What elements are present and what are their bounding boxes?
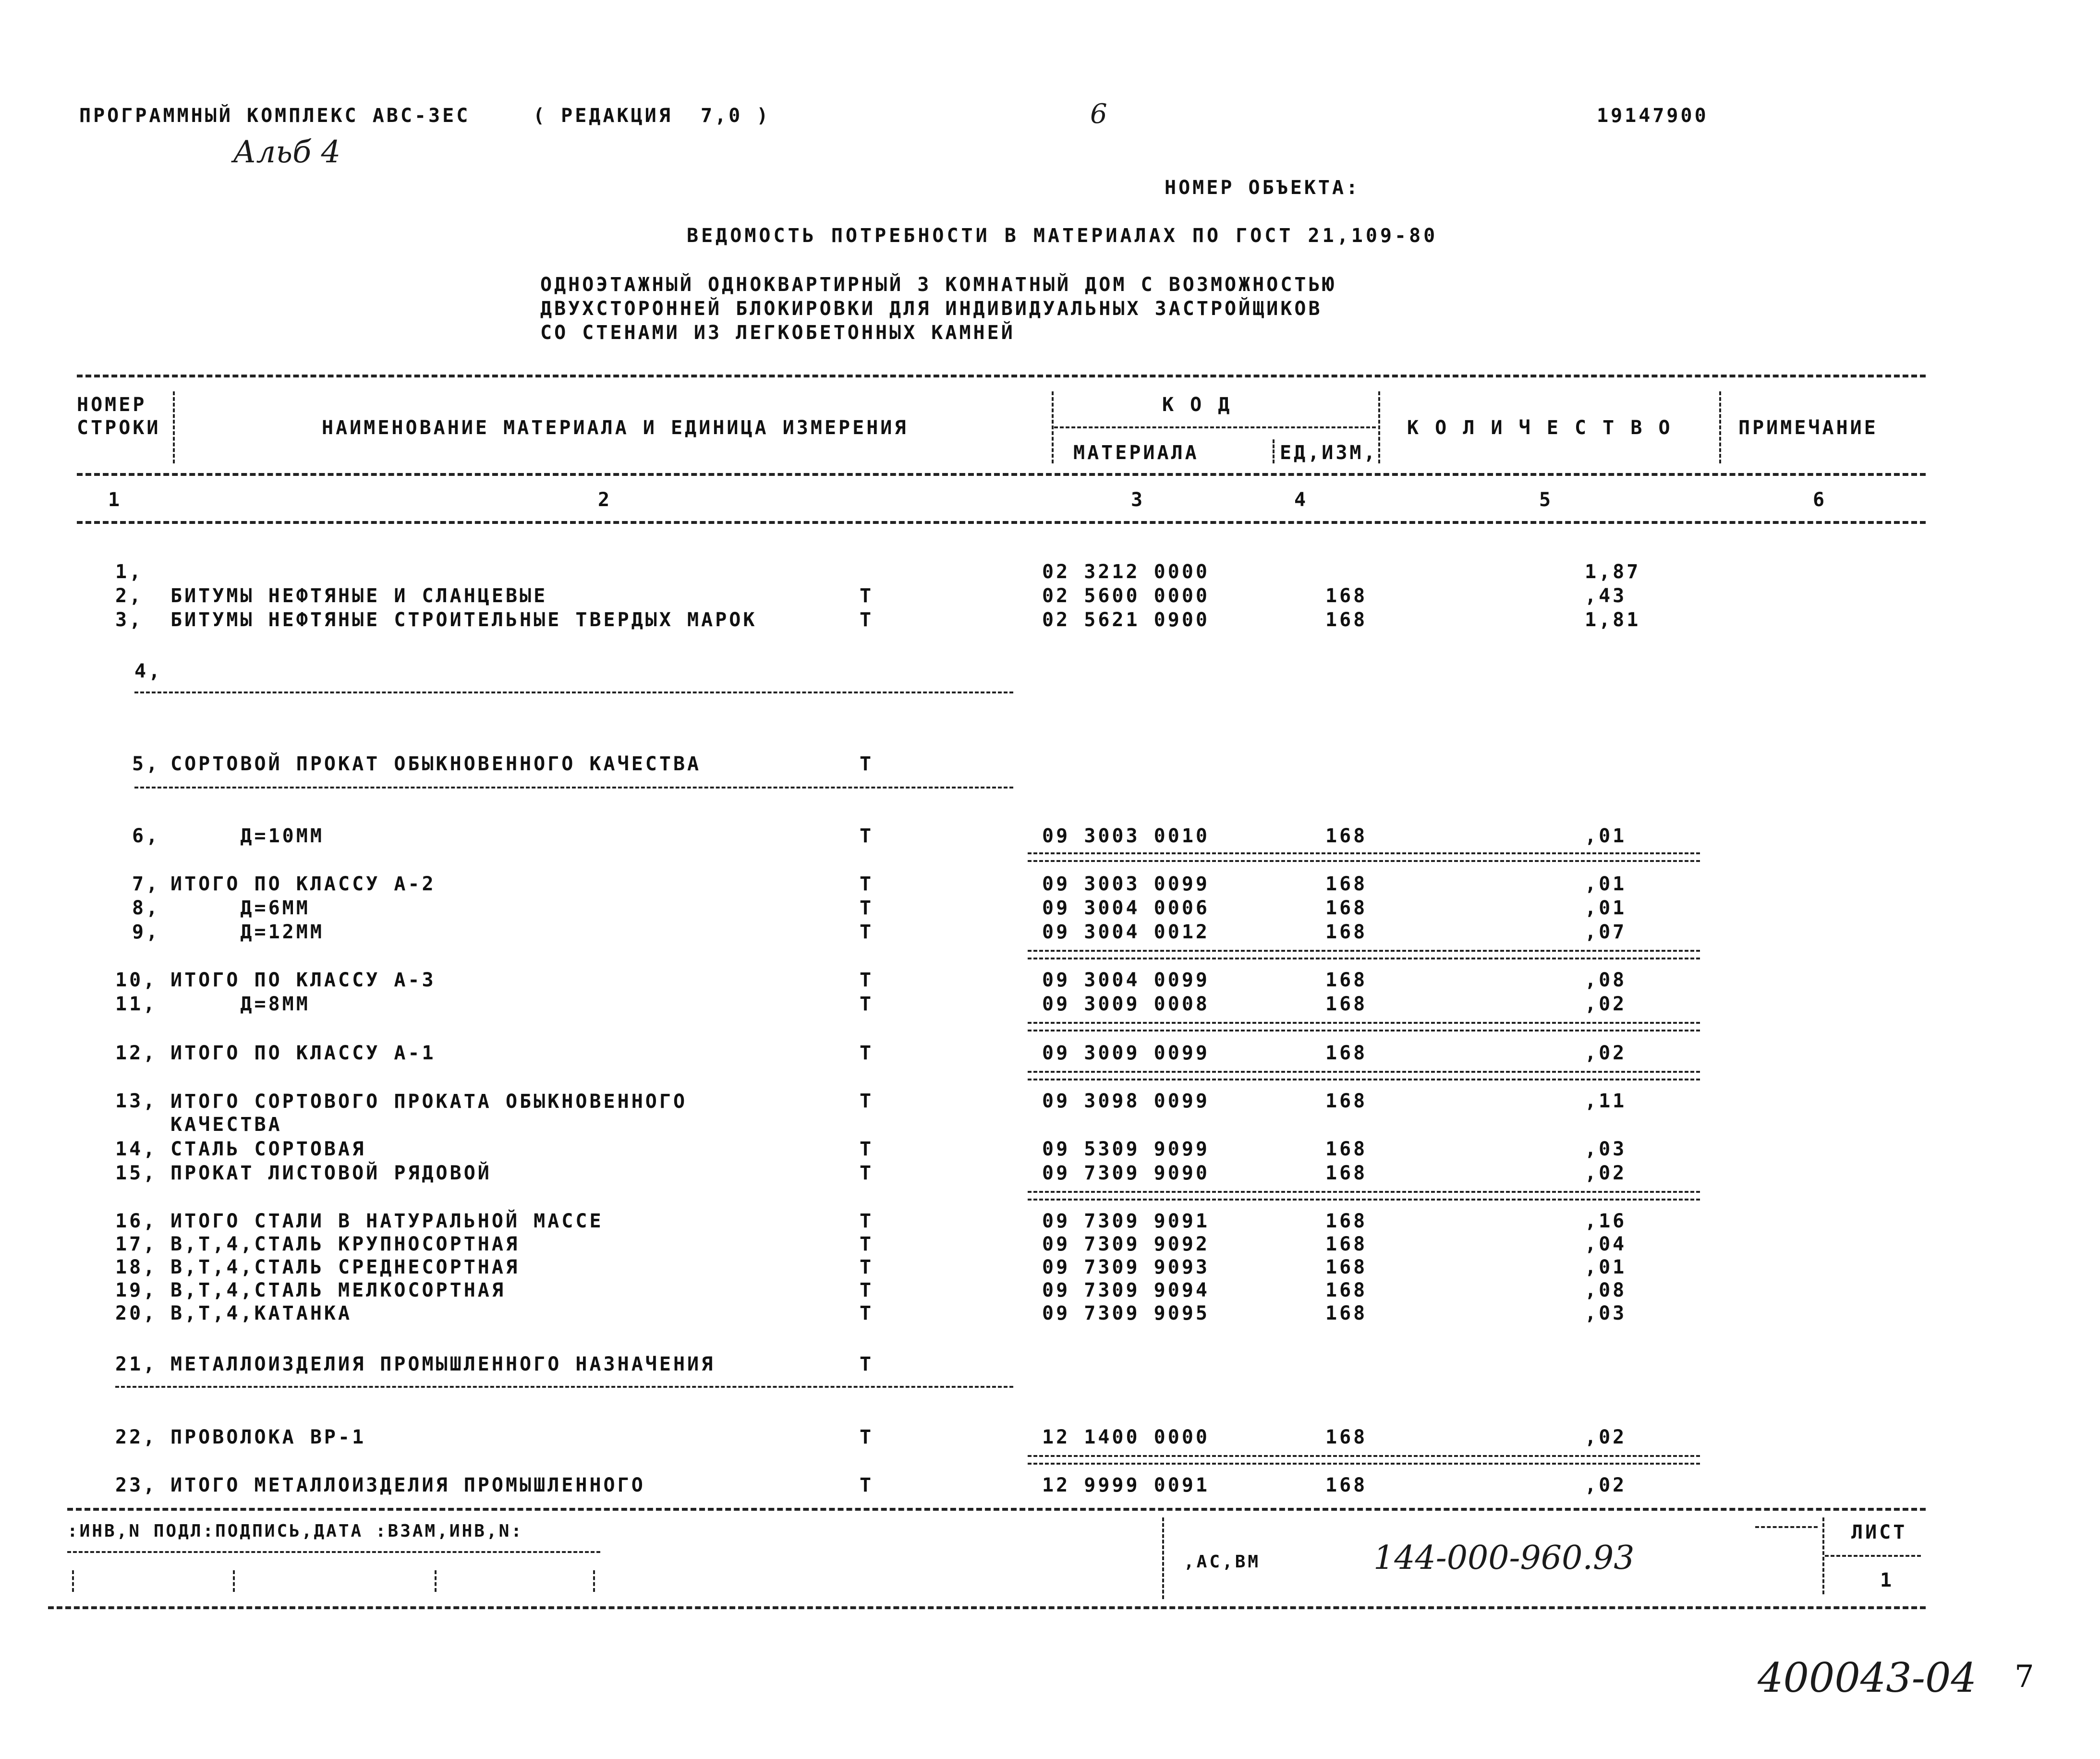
row-number: 22, — [115, 1426, 158, 1448]
row-unit: Т — [860, 753, 874, 775]
header-kod-divider — [1054, 426, 1376, 428]
row-unit: Т — [860, 1279, 874, 1301]
row-number: 8, — [132, 897, 160, 919]
row-quantity: ,16 — [1585, 1210, 1627, 1232]
row-quantity: ,11 — [1585, 1090, 1627, 1112]
row-unit-code: 168 — [1325, 969, 1368, 991]
row-code: 09 7309 9093 — [1042, 1256, 1210, 1278]
col-number-2: 2 — [598, 489, 612, 511]
row-unit-code: 168 — [1325, 1042, 1368, 1064]
row-number: 3, — [115, 609, 144, 631]
stamp-sheet-border — [1822, 1517, 1824, 1594]
table-top-rule — [77, 375, 1926, 377]
row-quantity: ,02 — [1585, 1162, 1627, 1184]
section-rule — [134, 691, 1013, 693]
row-material-name: ИТОГО ПО КЛАССУ А-2 — [170, 873, 436, 895]
row-unit-code: 168 — [1325, 1256, 1368, 1278]
table-row — [0, 585, 2100, 609]
row-material-name: Д=8ММ — [170, 993, 310, 1015]
row-code: 09 5309 9099 — [1042, 1138, 1210, 1160]
row-unit-code: 168 — [1325, 1210, 1368, 1232]
row-quantity: ,07 — [1585, 921, 1627, 943]
row-number: 12, — [115, 1042, 158, 1064]
row-material-name: БИТУМЫ НЕФТЯНЫЕ И СЛАНЦЕВЫЕ — [170, 585, 548, 607]
row-unit-code: 168 — [1325, 825, 1368, 847]
row-material-name: ИТОГО ПО КЛАССУ А-3 — [170, 969, 436, 991]
row-quantity: ,02 — [1585, 1042, 1627, 1064]
row-quantity: ,01 — [1585, 873, 1627, 895]
subtotal-separator — [1028, 852, 1700, 862]
page-number: 7 — [2015, 1659, 2034, 1695]
row-unit: Т — [860, 969, 874, 991]
row-quantity: ,03 — [1585, 1302, 1627, 1324]
row-material-name: ИТОГО МЕТАЛЛОИЗДЕЛИЯ ПРОМЫШЛЕННОГО — [170, 1474, 645, 1496]
row-material-name: В,Т,4,СТАЛЬ СРЕДНЕСОРТНАЯ — [170, 1256, 520, 1278]
row-unit-code: 168 — [1325, 921, 1368, 943]
table-row — [0, 1090, 2100, 1138]
stamp-sheet-label: ЛИСТ — [1851, 1521, 1907, 1543]
table-row — [0, 1279, 2100, 1303]
table-row — [0, 561, 2100, 585]
table-row — [0, 1042, 2100, 1066]
row-quantity: ,08 — [1585, 969, 1627, 991]
row-unit: Т — [860, 1090, 874, 1112]
row-number: 17, — [115, 1233, 158, 1255]
row-code: 09 7309 9090 — [1042, 1162, 1210, 1184]
stamp-top-rule — [67, 1508, 1926, 1511]
header-row-number-2: СТРОКИ — [77, 417, 161, 439]
row-unit: Т — [860, 897, 874, 919]
stamp-bottom-rule — [48, 1606, 1926, 1609]
row-unit: Т — [860, 1474, 874, 1496]
table-row — [0, 660, 2100, 684]
row-unit-code: 168 — [1325, 609, 1368, 631]
stamp-cell-divider — [72, 1570, 74, 1592]
row-material-name: В,Т,4,КАТАНКА — [170, 1302, 352, 1324]
row-number: 1, — [115, 561, 144, 583]
row-code: 09 7309 9095 — [1042, 1302, 1210, 1324]
row-number: 16, — [115, 1210, 158, 1232]
header-material-name: НАИМЕНОВАНИЕ МАТЕРИАЛА И ЕДИНИЦА ИЗМЕРЕНИЯ — [322, 417, 909, 439]
stamp-sheet-divider — [1825, 1555, 1921, 1557]
row-unit-code: 168 — [1325, 1138, 1368, 1160]
row-code: 09 3003 0010 — [1042, 825, 1210, 847]
stamp-cell-divider — [435, 1570, 437, 1592]
header-kod-material: МАТЕРИАЛА — [1073, 442, 1199, 464]
row-number: 11, — [115, 993, 158, 1015]
header-kod-unit: ЕД,ИЗМ, — [1280, 442, 1378, 464]
row-unit: Т — [860, 1138, 874, 1160]
row-quantity: ,01 — [1585, 897, 1627, 919]
table-row — [0, 1353, 2100, 1377]
document-title: ВЕДОМОСТЬ ПОТРЕБНОСТИ В МАТЕРИАЛАХ ПО ГОСТ 21,109-80 — [687, 225, 1438, 247]
handwritten-page-number: 6 — [1090, 98, 1107, 130]
header-note: ПРИМЕЧАНИЕ — [1738, 417, 1878, 439]
row-code: 09 3004 0099 — [1042, 969, 1210, 991]
subtotal-separator — [1028, 1191, 1700, 1201]
row-quantity: 1,81 — [1585, 609, 1641, 631]
object-number-label: НОМЕР ОБЪЕКТА: — [1165, 177, 1360, 199]
row-unit: Т — [860, 1233, 874, 1255]
edition-label: ( РЕДАКЦИЯ 7,0 ) — [533, 105, 771, 127]
row-material-name: ИТОГО ПО КЛАССУ А-1 — [170, 1042, 436, 1064]
header-quantity: К О Л И Ч Е С Т В О — [1407, 417, 1673, 439]
row-code: 12 1400 0000 — [1042, 1426, 1210, 1448]
row-unit: Т — [860, 1353, 874, 1375]
row-unit-code: 168 — [1325, 1162, 1368, 1184]
row-material-name: В,Т,4,СТАЛЬ МЕЛКОСОРТНАЯ — [170, 1279, 506, 1301]
col-number-3: 3 — [1131, 489, 1145, 511]
row-material-name: Д=12ММ — [170, 921, 324, 943]
stamp-left-headers: :ИНВ,N ПОДЛ:ПОДПИСЬ,ДАТА :ВЗАМ,ИНВ,N: — [67, 1521, 523, 1541]
row-code: 09 3004 0006 — [1042, 897, 1210, 919]
row-number: 2, — [115, 585, 144, 607]
table-row — [0, 1162, 2100, 1186]
row-code: 02 5621 0900 — [1042, 609, 1210, 631]
row-unit-code: 168 — [1325, 993, 1368, 1015]
table-row — [0, 921, 2100, 945]
row-material-name: ПРОВОЛОКА ВР-1 — [170, 1426, 366, 1448]
row-code: 09 7309 9094 — [1042, 1279, 1210, 1301]
row-number: 13, — [115, 1090, 158, 1112]
row-unit-code: 168 — [1325, 1426, 1368, 1448]
header-row-number-1: НОМЕР — [77, 394, 147, 416]
header-kod: К О Д — [1162, 394, 1232, 416]
row-unit-code: 168 — [1325, 1474, 1368, 1496]
stamp-center-divider — [1162, 1517, 1164, 1599]
row-unit-code: 168 — [1325, 1302, 1368, 1324]
row-code: 09 3004 0012 — [1042, 921, 1210, 943]
subtotal-separator — [1028, 1071, 1700, 1080]
row-number: 19, — [115, 1279, 158, 1301]
row-quantity: 1,87 — [1585, 561, 1641, 583]
subtotal-separator — [1028, 1022, 1700, 1031]
row-unit: Т — [860, 873, 874, 895]
section-rule — [134, 787, 1013, 789]
table-row — [0, 1138, 2100, 1162]
row-unit: Т — [860, 921, 874, 943]
row-code: 09 7309 9091 — [1042, 1210, 1210, 1232]
col-number-1: 1 — [108, 489, 122, 511]
subtotal-separator — [1028, 950, 1700, 959]
table-row — [0, 1256, 2100, 1280]
col-number-5: 5 — [1539, 489, 1554, 511]
row-number: 14, — [115, 1138, 158, 1160]
table-row — [0, 969, 2100, 993]
row-code: 09 3009 0099 — [1042, 1042, 1210, 1064]
row-unit-code: 168 — [1325, 1090, 1368, 1112]
row-unit: Т — [860, 1426, 874, 1448]
row-unit: Т — [860, 1042, 874, 1064]
row-number: 4, — [134, 660, 163, 682]
table-row — [0, 873, 2100, 897]
row-number: 21, — [115, 1353, 158, 1375]
stamp-cell-divider — [233, 1570, 235, 1592]
header-divider-4 — [1378, 391, 1380, 463]
table-row — [0, 609, 2100, 633]
row-material-name: ИТОГО СТАЛИ В НАТУРАЛЬНОЙ МАССЕ — [170, 1210, 604, 1232]
table-row — [0, 1426, 2100, 1450]
row-unit-code: 168 — [1325, 1233, 1368, 1255]
row-number: 7, — [132, 873, 160, 895]
row-material-name: Д=10ММ — [170, 825, 324, 847]
row-material-name: ПРОКАТ ЛИСТОВОЙ РЯДОВОЙ — [170, 1162, 492, 1184]
table-row — [0, 825, 2100, 849]
row-material-name: В,Т,4,СТАЛЬ КРУПНОСОРТНАЯ — [170, 1233, 520, 1255]
row-unit: Т — [860, 1302, 874, 1324]
row-material-name: СОРТОВОЙ ПРОКАТ ОБЫКНОВЕННОГО КАЧЕСТВА — [170, 753, 702, 775]
header-divider-3 — [1273, 439, 1275, 463]
row-material-name: ИТОГО СОРТОВОГО ПРОКАТА ОБЫКНОВЕННОГО КАЧЕСТВА — [170, 1091, 688, 1136]
table-row — [0, 1302, 2100, 1326]
row-unit: Т — [860, 585, 874, 607]
col-number-4: 4 — [1294, 489, 1309, 511]
subtitle-line-3: СО СТЕНАМИ ИЗ ЛЕГКОБЕТОННЫХ КАМНЕЙ — [540, 322, 1015, 344]
row-code: 02 3212 0000 — [1042, 561, 1210, 583]
handwritten-archive-code: 400043-04 — [1758, 1654, 1977, 1701]
row-number: 9, — [132, 921, 160, 943]
stamp-cell-divider — [593, 1570, 595, 1592]
row-quantity: ,43 — [1585, 585, 1627, 607]
row-quantity: ,02 — [1585, 1426, 1627, 1448]
row-quantity: ,01 — [1585, 825, 1627, 847]
row-number: 18, — [115, 1256, 158, 1278]
header-divider-5 — [1719, 391, 1721, 463]
row-code: 09 3003 0099 — [1042, 873, 1210, 895]
section-rule — [115, 1386, 1013, 1388]
handwritten-album-note: Альб 4 — [233, 134, 341, 170]
stamp-sheet-number: 1 — [1880, 1569, 1894, 1591]
table-row — [0, 1233, 2100, 1257]
col-number-6: 6 — [1813, 489, 1827, 511]
row-quantity: ,04 — [1585, 1233, 1627, 1255]
row-number: 6, — [132, 825, 160, 847]
row-unit-code: 168 — [1325, 873, 1368, 895]
row-code: 09 7309 9092 — [1042, 1233, 1210, 1255]
table-row — [0, 897, 2100, 921]
row-quantity: ,01 — [1585, 1256, 1627, 1278]
stamp-sheet-rule — [1755, 1526, 1818, 1528]
row-quantity: ,08 — [1585, 1279, 1627, 1301]
row-material-name: МЕТАЛЛОИЗДЕЛИЯ ПРОМЫШЛЕННОГО НАЗНАЧЕНИЯ — [170, 1353, 716, 1375]
row-unit: Т — [860, 1256, 874, 1278]
row-unit: Т — [860, 825, 874, 847]
row-material-name: БИТУМЫ НЕФТЯНЫЕ СТРОИТЕЛЬНЫЕ ТВЕРДЫХ МАРОК — [170, 609, 757, 631]
row-unit: Т — [860, 1162, 874, 1184]
row-unit-code: 168 — [1325, 1279, 1368, 1301]
program-name: ПРОГРАММНЫЙ КОМПЛЕКС АВС-3ЕС — [79, 105, 471, 127]
stamp-doc-type: ,АС,ВМ — [1184, 1552, 1261, 1572]
table-row — [0, 1210, 2100, 1234]
row-number: 15, — [115, 1162, 158, 1184]
row-unit: Т — [860, 609, 874, 631]
row-unit: Т — [860, 993, 874, 1015]
row-quantity: ,03 — [1585, 1138, 1627, 1160]
row-quantity: ,02 — [1585, 1474, 1627, 1496]
document-code: 19147900 — [1597, 105, 1709, 127]
row-number: 5, — [132, 753, 160, 775]
row-unit-code: 168 — [1325, 897, 1368, 919]
header-divider-2 — [1052, 391, 1054, 463]
row-code: 09 3098 0099 — [1042, 1090, 1210, 1112]
table-row — [0, 1474, 2100, 1498]
table-row — [0, 753, 2100, 777]
row-code: 12 9999 0091 — [1042, 1474, 1210, 1496]
row-code: 02 5600 0000 — [1042, 585, 1210, 607]
row-unit: Т — [860, 1210, 874, 1232]
subtitle-line-1: ОДНОЭТАЖНЫЙ ОДНОКВАРТИРНЫЙ 3 КОМНАТНЫЙ ДОМ С ВОЗМОЖНОСТЬЮ — [540, 274, 1336, 296]
stamp-doc-number: 144-000-960.93 — [1373, 1539, 1635, 1577]
row-number: 10, — [115, 969, 158, 991]
row-number: 23, — [115, 1474, 158, 1496]
col-number-bottom-rule — [77, 521, 1926, 524]
subtotal-separator — [1028, 1455, 1700, 1465]
subtitle-line-2: ДВУХСТОРОННЕЙ БЛОКИРОВКИ ДЛЯ ИНДИВИДУАЛЬНЫХ ЗАСТРОЙЩИКОВ — [540, 298, 1323, 320]
row-number: 20, — [115, 1302, 158, 1324]
row-quantity: ,02 — [1585, 993, 1627, 1015]
header-divider-1 — [173, 391, 175, 463]
table-row — [0, 993, 2100, 1017]
row-material-name: Д=6ММ — [170, 897, 310, 919]
stamp-left-divider — [67, 1551, 600, 1553]
row-material-name: СТАЛЬ СОРТОВАЯ — [170, 1138, 366, 1160]
row-unit-code: 168 — [1325, 585, 1368, 607]
row-code: 09 3009 0008 — [1042, 993, 1210, 1015]
header-bottom-rule — [77, 473, 1926, 476]
